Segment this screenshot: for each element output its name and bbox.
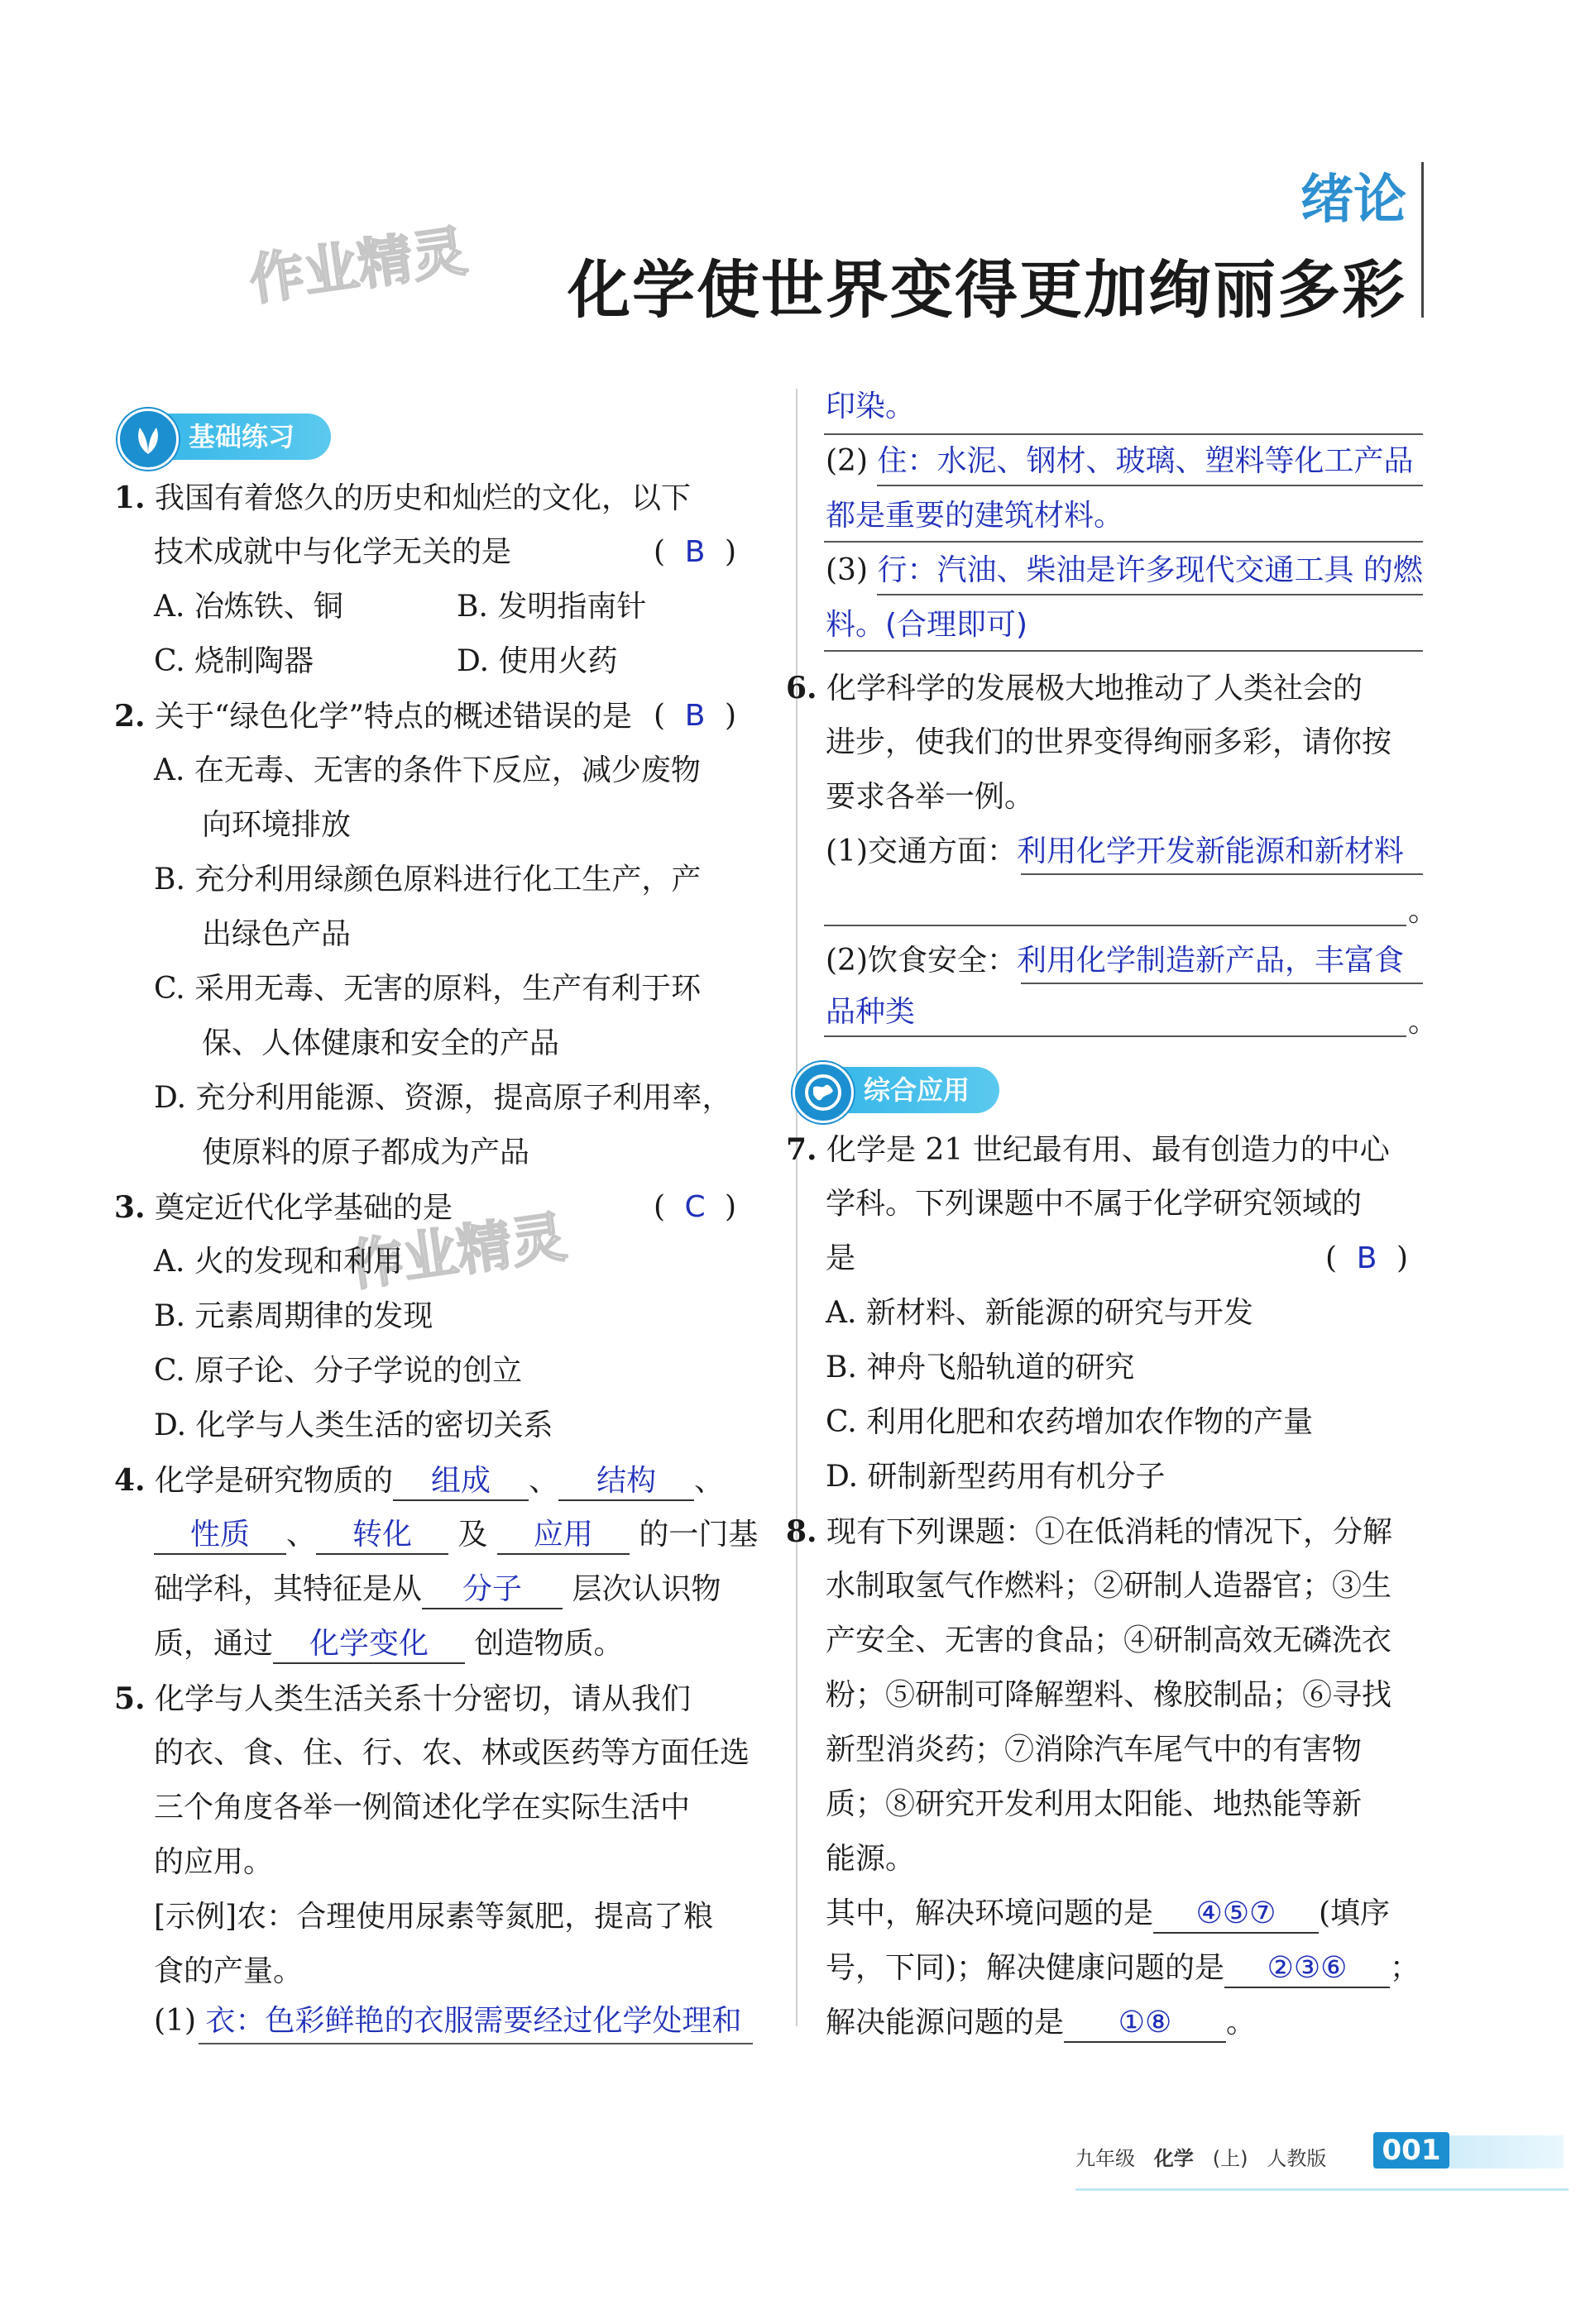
section-badge-basic: 基础练习 <box>117 414 331 460</box>
footer-info: 九年级 化学 (上) 人教版 <box>1075 2147 1327 2170</box>
q5-answer-3a: (3) 行：汽油、柴油是许多现代交通工具 的燃 <box>826 553 1423 587</box>
q5-answer-1b: 印染。 <box>826 390 916 423</box>
q3-option-a: A. 火的发现和利用 <box>154 1245 403 1279</box>
q4-blank-6: 分子 <box>422 1571 563 1609</box>
q2-option-a2: 向环境排放 <box>202 808 352 842</box>
q5-answer-2a: (2) 住：水泥、钢材、玻璃、塑料等化工产品 <box>826 444 1414 478</box>
q6-end1: 。 <box>1408 894 1439 928</box>
q3-option-b: B. 元素周期律的发现 <box>154 1299 433 1333</box>
q8-fill-2: 号，下同)；解决健康问题的是 ②③⑥ ； <box>826 1949 1420 1988</box>
q7-option-b: B. 神舟飞船轨道的研究 <box>826 1351 1135 1384</box>
answer-line <box>824 541 1423 543</box>
q7-option-c: C. 利用化肥和农药增加农作物的产量 <box>826 1405 1314 1439</box>
chapter-label: 绪论 <box>1300 170 1406 231</box>
q6-line3: 要求各举一例。 <box>826 780 1035 814</box>
q2-option-d2: 使原料的原子都成为产品 <box>202 1136 530 1169</box>
q4-line2: 性质 、 转化 及 应用 的一门基 <box>154 1515 758 1555</box>
q8-line4: 粉；⑤研制可降解塑料、橡胶制品；⑥寻找 <box>826 1678 1392 1712</box>
q2-option-c2: 保、人体健康和安全的产品 <box>202 1026 560 1060</box>
q5-answer-2b: 都是重要的建筑材料。 <box>826 499 1124 533</box>
q6-line1: 6. 化学科学的发展极大地推动了人类社会的 <box>786 671 1363 705</box>
q1-line1: 1. 我国有着悠久的历史和灿烂的文化，以下 <box>114 481 692 515</box>
q2-option-d1: D. 充分利用能源、资源，提高原子利用率， <box>154 1081 732 1115</box>
answer-line <box>199 2043 753 2044</box>
globe-icon <box>793 1062 854 1123</box>
q1-option-c: C. 烧制陶器 <box>154 644 314 678</box>
q5-line1: 5. 化学与人类生活关系十分密切，请从我们 <box>114 1681 692 1716</box>
q5-line4: 的应用。 <box>154 1845 274 1879</box>
answer-line <box>824 1035 1406 1037</box>
header-divider <box>1421 162 1424 318</box>
q4-blank-2: 结构 <box>558 1463 694 1501</box>
q2-option-c1: C. 采用无毒、无害的原料，生产有利于环 <box>154 972 702 1006</box>
page-number: 001 <box>1373 2132 1449 2169</box>
q8-fill-3: 解决能源问题的是 ①⑧ 。 <box>826 2003 1256 2043</box>
q5-answer-3b: 料。(合理即可) <box>826 608 1028 642</box>
answer-line <box>1021 873 1423 875</box>
q5-line2: 的衣、食、住、行、农、林或医药等方面任选 <box>154 1736 750 1770</box>
q3-option-d: D. 化学与人类生活的密切关系 <box>154 1408 553 1442</box>
q4-blank-1: 组成 <box>393 1463 529 1501</box>
q4-blank-3: 性质 <box>154 1517 286 1555</box>
q4-blank-5: 应用 <box>497 1517 630 1555</box>
q2-answer: ( B ) <box>654 699 737 733</box>
answer-line <box>877 485 1423 486</box>
q3-answer: ( C ) <box>654 1190 737 1224</box>
q5-answer-1a: (1) 衣：色彩鲜艳的衣服需要经过化学处理和 <box>154 2004 742 2038</box>
section-badge-applied: 综合应用 <box>793 1067 999 1113</box>
q7-line2: 学科。下列课题中不属于化学研究领域的 <box>826 1187 1363 1221</box>
q6-answer-2b: 品种类 <box>826 995 916 1029</box>
q8-line2: 水制取氢气作燃料；②研制人造器官；③生 <box>826 1569 1392 1603</box>
q4-blank-4: 转化 <box>316 1517 448 1555</box>
q6-end2: 。 <box>1408 1005 1439 1039</box>
q6-line2: 进步，使我们的世界变得绚丽多彩，请你按 <box>826 725 1392 759</box>
q2-option-b2: 出绿色产品 <box>202 917 352 951</box>
q2-option-b1: B. 充分利用绿颜色原料进行化工生产，产 <box>154 863 702 897</box>
answer-line <box>824 650 1423 652</box>
q7-answer: ( B ) <box>1325 1241 1409 1275</box>
q8-blank-health: ②③⑥ <box>1224 1950 1390 1988</box>
q6-part2: (2)饮食安全：利用化学制造新产品，丰富食 <box>826 944 1405 978</box>
q7-option-d: D. 研制新型药用有机分子 <box>826 1460 1166 1494</box>
q5-example-1: [示例]农：合理使用尿素等氮肥，提高了粮 <box>154 1900 714 1934</box>
q4-line1: 4. 化学是研究物质的 组成 、 结构 、 <box>114 1461 724 1501</box>
q4-blank-7: 化学变化 <box>273 1626 465 1664</box>
q5-example-2: 食的产量。 <box>154 1954 304 1988</box>
q2-option-a1: A. 在无毒、无害的条件下反应，减少废物 <box>154 753 701 787</box>
watermark: 作业精灵 <box>245 218 471 313</box>
q4-line4: 质，通过 化学变化 创造物质。 <box>154 1624 623 1664</box>
q8-fill-1: 其中，解决环境问题的是 ④⑤⑦ (填序 <box>826 1894 1390 1934</box>
q8-line6: 质；⑧研究开发利用太阳能、地热能等新 <box>826 1787 1363 1821</box>
q8-line7: 能源。 <box>826 1842 916 1876</box>
q2-line1: 2. 关于“绿色化学”特点的概述错误的是 <box>114 699 632 734</box>
column-divider <box>796 389 798 2026</box>
q1-option-d: D. 使用火药 <box>457 644 618 678</box>
q3-option-c: C. 原子论、分子学说的创立 <box>154 1354 523 1388</box>
q7-option-a: A. 新材料、新能源的研究与开发 <box>826 1296 1253 1330</box>
q1-option-b: B. 发明指南针 <box>457 590 647 624</box>
q4-line3: 础学科，其特征是从 分子 层次认识物 <box>154 1570 721 1609</box>
answer-line <box>824 925 1406 926</box>
q1-answer: ( B ) <box>654 535 737 569</box>
q8-line1: 8. 现有下列课题：①在低消耗的情况下，分解 <box>786 1514 1393 1549</box>
q8-line3: 产安全、无害的食品；④研制高效无磷洗衣 <box>826 1623 1392 1657</box>
q8-line5: 新型消炎药；⑦消除汽车尾气中的有害物 <box>826 1733 1363 1767</box>
q5-line3: 三个角度各举一例简述化学在实际生活中 <box>154 1791 691 1824</box>
leaf-icon <box>117 409 179 470</box>
q7-line1: 7. 化学是 21 世纪最有用、最有创造力的中心 <box>786 1132 1390 1167</box>
q8-blank-energy: ①⑧ <box>1064 2005 1226 2043</box>
q7-line3: 是 <box>826 1241 856 1275</box>
watermark: 作业精灵 <box>344 1204 570 1298</box>
answer-line <box>1021 983 1423 984</box>
q1-option-a: A. 冶炼铁、铜 <box>154 590 343 624</box>
page-title: 化学使世界变得更加绚丽多彩 <box>568 253 1406 327</box>
footer-underline <box>1075 2188 1569 2191</box>
answer-line <box>877 594 1423 595</box>
q6-part1: (1)交通方面：利用化学开发新能源和新材料 <box>826 834 1405 868</box>
q1-line2: 技术成就中与化学无关的是 <box>154 535 512 569</box>
q8-blank-environment: ④⑤⑦ <box>1153 1896 1319 1934</box>
answer-line <box>824 433 1423 435</box>
q3-line1: 3. 奠定近代化学基础的是 <box>114 1190 453 1225</box>
